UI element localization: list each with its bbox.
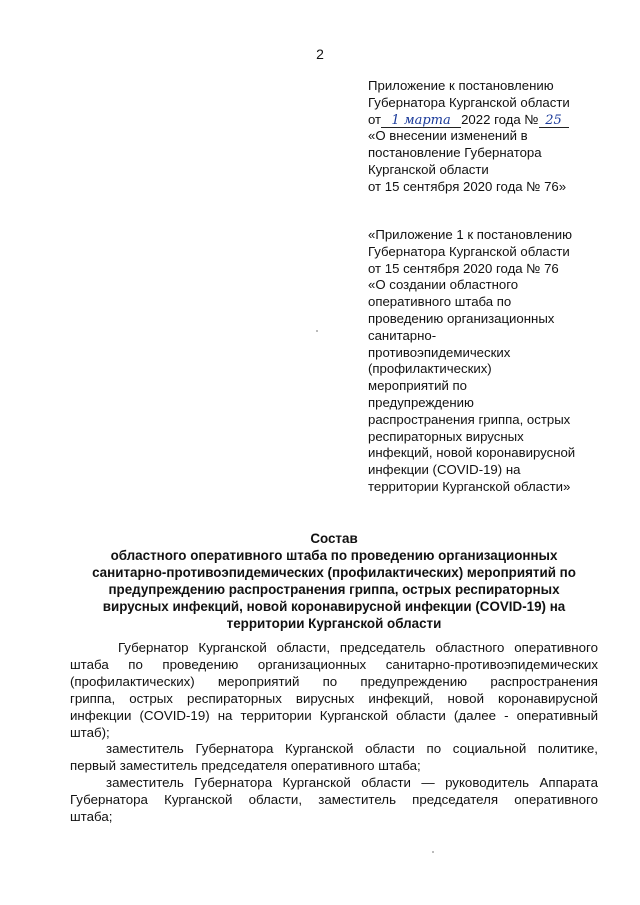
appendix1-line: «О создании областного — [368, 277, 519, 293]
body-line: гриппа, острых респираторных вирусных инфекций, новой коронавирусной — [70, 690, 598, 706]
appendix1-line: мероприятий по — [368, 378, 467, 394]
appendix1-line: распространения гриппа, острых — [368, 411, 571, 427]
appendix1-line: территории Курганской области» — [368, 478, 571, 494]
body-line: штаба по проведению организационных санитарно-противоэпидемических — [70, 656, 598, 672]
appendix1-line: инфекции (COVID-19) на — [368, 462, 521, 478]
appendix-header-line: «О внесении изменений в — [368, 128, 528, 144]
body-line: штаб); — [70, 724, 110, 740]
appendix-header-date-line — [368, 112, 630, 129]
body-line: (профилактических) мероприятий по предупреждению распространения — [70, 673, 598, 689]
title-line: областного оперативного штаба по проведению организационных — [110, 548, 558, 563]
appendix-header-line: Губернатора Курганской области — [368, 94, 570, 110]
body-line: инфекции (COVID-19) на территории Курганской области (далее - оперативный — [70, 707, 598, 723]
appendix-header-line: Курганской области — [368, 161, 489, 177]
date-prefix: от — [368, 111, 382, 127]
body-text — [70, 640, 598, 826]
appendix1-line: противоэпидемических — [368, 344, 511, 360]
handwritten-number: 25 — [539, 114, 569, 128]
appendix1-line: инфекций, новой коронавирусной — [368, 445, 576, 461]
body-line: заместитель Губернатора Курганской области — руководитель Аппарата — [106, 775, 598, 791]
page-number: 2 — [316, 46, 324, 62]
title-line: предупреждению распространения гриппа, острых респираторных — [108, 582, 560, 597]
appendix1-line: Губернатора Курганской области — [368, 243, 570, 259]
scan-speck — [316, 330, 318, 332]
body-line: Губернатор Курганской области, председатель областного оперативного — [118, 640, 598, 655]
body-line: штаба; — [70, 809, 113, 825]
appendix-header-line: Приложение к постановлению — [368, 78, 554, 93]
appendix1-line: респираторных вирусных — [368, 428, 524, 444]
document-title — [70, 530, 598, 632]
appendix1-line: оперативного штаба по — [368, 294, 512, 310]
scan-speck — [432, 851, 434, 853]
appendix-header — [368, 78, 630, 196]
appendix-header-line: от 15 сентября 2020 года № 76» — [368, 178, 567, 194]
appendix1-line: от 15 сентября 2020 года № 76 — [368, 260, 559, 276]
appendix1-line: предупреждению — [368, 394, 474, 410]
appendix-header-line: постановление Губернатора — [368, 145, 542, 161]
title-line: территории Курганской области — [226, 616, 442, 631]
appendix1-line: проведению организационных — [368, 310, 555, 326]
appendix1-line: санитарно- — [368, 327, 437, 343]
date-year: 2022 года № — [461, 111, 539, 127]
body-line: заместитель Губернатора Курганской области по социальной политике, — [106, 741, 598, 757]
body-line: Губернатора Курганской области, заместитель председателя оперативного — [70, 792, 598, 808]
title-line: Состав — [310, 531, 358, 546]
title-line: вирусных инфекций, новой коронавирусной инфекции (COVID-19) на — [102, 599, 566, 614]
title-line: санитарно-противоэпидемических (профилактических) мероприятий по — [92, 565, 576, 580]
body-line: первый заместитель председателя оперативного штаба; — [70, 758, 421, 774]
appendix1-header — [368, 227, 630, 496]
appendix1-line: (профилактических) — [368, 361, 492, 377]
appendix1-line: «Приложение 1 к постановлению — [368, 227, 572, 242]
handwritten-date: 1 марта — [381, 114, 461, 128]
